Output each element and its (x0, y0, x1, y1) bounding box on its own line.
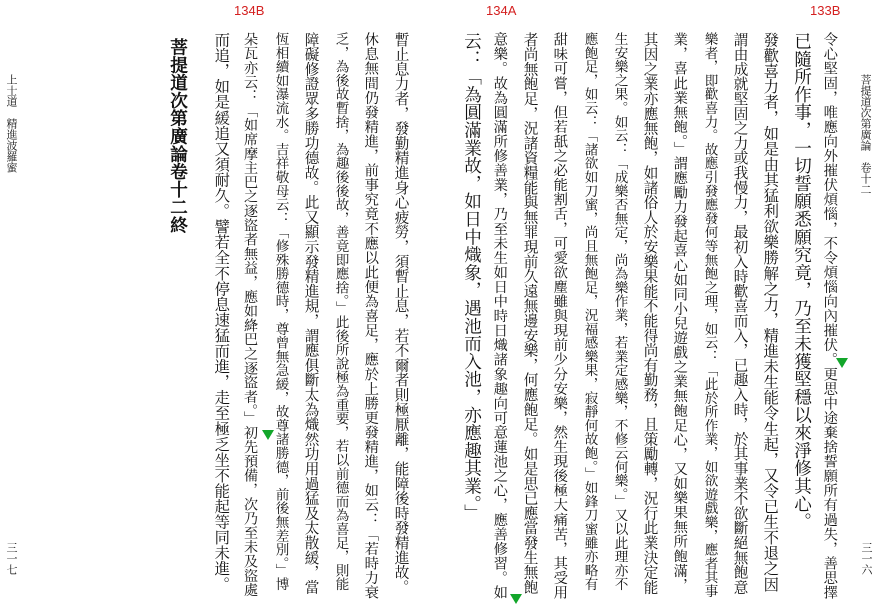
page-marker-134a: 134A (486, 3, 517, 18)
right-running-head: 菩提道次第廣論 卷十二 (859, 74, 872, 195)
text-line: 謂由成就堅固之力或我慢力，最初入時歡喜而入，已趣入時，於其事業不欲斷絕無飽意 (731, 32, 749, 595)
text-line: 生安樂之果。如云：「成樂否無定，尚為樂作業，若業定感樂，不修云何樂。」又以此理亦不 (611, 32, 628, 591)
text-line: 而追，如是緩追又須耐久。譬若全不停息速猛而進，走至極乏坐不能起等同未進。 (212, 32, 231, 592)
volume-end-title: 菩提道次第廣論卷十二終 (167, 38, 189, 234)
text-line: 意樂。故為圓滿所修善業，乃至未生如日中時日熾諸象趣向可意蓮池之心，應善修習。如 (491, 32, 508, 600)
text-line: 乏，為後故暫捨，為趣後後故，善竟即應捨。」此後所說極為重要，若以前德而為喜足，則能 (332, 32, 349, 591)
text-line: 其因之業亦應無飽，如諸俗人於安樂果能不能得尚有勤務，且策勵轉，況行此業決定能 (641, 32, 659, 595)
left-page-number: 三一七 (5, 542, 18, 575)
text-line: 樂者，即歡喜力。故應引發應發何等無飽之理，如云：「此於所作業，如欲遊戲樂，應者其事 (701, 32, 718, 598)
text-line: 業，喜此業無飽。」謂應勵力發起喜心如同小兒遊戲之業無飽足心，又如樂果無所飽滿， (671, 32, 688, 593)
text-line: 者尚無飽足，況諸資糧能與無罪現前久遠無邊安樂，何應飽足。如是思已應當發生無飽 (521, 32, 539, 595)
text-line: 暫止息力者，發勤精進身心疲勞，須暫止息，若不爾者則極厭離，能障後時發精進故。 (392, 32, 410, 595)
text-line: 障礙修證眾多勝功德故。此又顯示發精進規，謂應俱斷太為熾然功用過猛及太散緩，當 (302, 32, 320, 595)
page-marker-134b: 134B (234, 3, 265, 18)
text-line: 恆相續如瀑流水。吉祥敬母云：「修殊勝德時，尊曾無急緩，故尊諸勝德，前後無差別。」博 (272, 32, 289, 591)
marker-triangle-icon (262, 430, 274, 440)
marker-triangle-icon (836, 358, 848, 368)
page-marker-133b: 133B (810, 3, 841, 18)
text-line: 發歡喜力者，如是由其猛利欲樂勝解之力，精進未生能令生起，又令已生不退之因 (761, 32, 780, 592)
text-line: 甜味可嘗，但若舐之必能割舌，可愛欲塵雖與現前少分安樂，然生現後極大痛苦，其受用 (551, 32, 568, 600)
text-line: 已隨所作事，一切誓願悉願究竟，乃至未獲堅穩以來淨修其心。 (791, 32, 812, 531)
right-page-number: 三一六 (860, 542, 873, 575)
text-line: 云：「為圓滿業故，如日中熾象，遇池而入池，亦應趣其業。」 (461, 32, 482, 522)
text-line: 朵瓦亦云：「如席摩主巴之逐盜者無益，應如絳巴之逐盜者。」初先預備，次乃至未及盜處 (242, 32, 259, 597)
left-running-head: 上士道 精進波羅蜜 (5, 74, 18, 173)
text-line: 休息無間仍發精進，前事究竟不應以此便為喜足，應於上勝更發精進，如云：「若時力衰 (362, 32, 379, 600)
marker-triangle-icon (510, 594, 522, 604)
text-line: 令心堅固，唯應向外摧伏煩惱，不令煩惱向內摧伏。更思中途棄捨誓願所有過失，善思擇 (821, 32, 838, 600)
text-line: 應飽足，如云：「諸欲如刀蜜，尚且無飽足，況福感樂果，寂靜何故飽。」如鋒刀蜜雖亦略有 (581, 32, 598, 591)
